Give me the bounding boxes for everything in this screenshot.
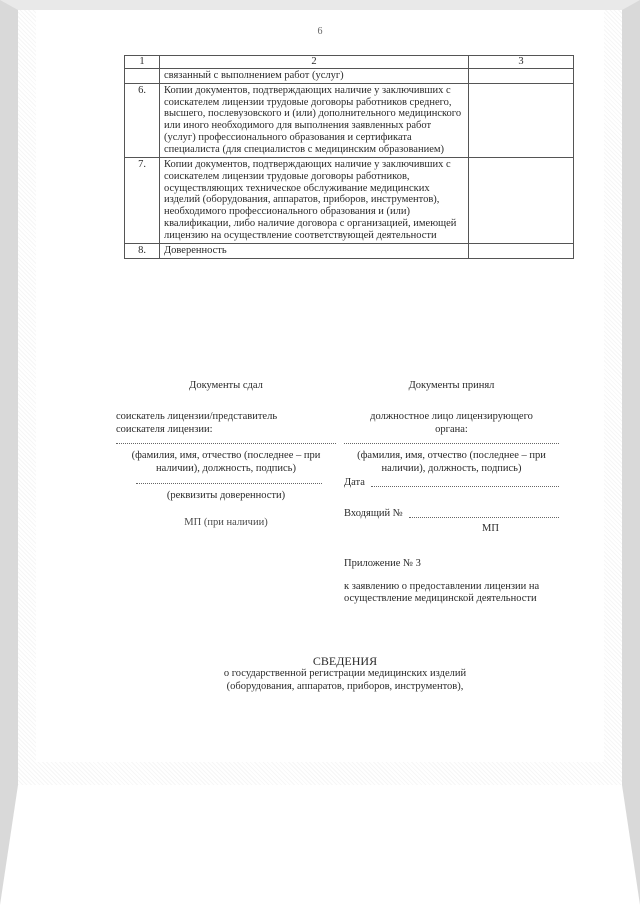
table-header-cell-1: 1 bbox=[125, 56, 160, 69]
table-header-cell-2: 2 bbox=[160, 56, 469, 69]
official-seal-caption: МП bbox=[482, 522, 499, 534]
row-number: 6. bbox=[125, 83, 160, 157]
table-row bbox=[125, 83, 574, 157]
power-of-attorney-line bbox=[136, 483, 322, 484]
incoming-number-line bbox=[409, 517, 559, 518]
table-row bbox=[125, 157, 574, 243]
information-heading-block bbox=[180, 654, 510, 693]
row-description: Копии документов, подтверждающих наличие у заключивших с соискателем лицензии трудовые договоры работников, осуществляющих техническое обслуживание медицинских изделий (оборудования, аппаратов, приборов, инструментов), необходимого профессионального образования и (или) квалификации, либо наличие договора с организацией, имеющей лицензию на осуществление соответствующей деятельности bbox=[160, 157, 469, 243]
row-description: Доверенность bbox=[160, 243, 469, 258]
date-row bbox=[344, 477, 559, 490]
row-number: 7. bbox=[125, 157, 160, 243]
accepted-by-title: Документы принял bbox=[408, 380, 495, 391]
official-label-line-2: органа: bbox=[435, 423, 468, 435]
table-header-cell-3: 3 bbox=[469, 56, 574, 69]
row-column-3 bbox=[469, 243, 574, 258]
appendix-text: к заявлению о предоставлении лицензии на осуществление медицинской деятельности bbox=[344, 581, 540, 605]
appendix-title: Приложение № 3 bbox=[344, 558, 421, 569]
row-column-3 bbox=[469, 157, 574, 243]
information-title: СВЕДЕНИЯ bbox=[312, 654, 378, 668]
accepted-by-block bbox=[344, 380, 559, 535]
row-description: Копии документов, подтверждающих наличие у заключивших с соискателем лицензии трудовые договоры работников среднего, высшего, послевузовского и (или) дополнительного медицинского или иного необходимого для выполнения заявленных работ (услуг) профессионального образования и сертификата специалиста (для специалистов с медицинским образованием) bbox=[160, 83, 469, 157]
row-column-3 bbox=[469, 83, 574, 157]
incoming-row bbox=[344, 508, 559, 521]
submitter-label-line-2: соискателя лицензии: bbox=[116, 423, 213, 435]
table-row bbox=[125, 243, 574, 258]
date-label: Дата bbox=[344, 476, 365, 488]
row-number bbox=[125, 68, 160, 83]
table-row bbox=[125, 68, 574, 83]
submitter-seal-caption: МП (при наличии) bbox=[184, 516, 268, 528]
official-label-line-1: должностное лицо лицензирующего bbox=[370, 410, 533, 422]
official-fio-caption: (фамилия, имя, отчество (последнее – при наличии), должность, подпись) bbox=[357, 450, 546, 475]
power-of-attorney-caption: (реквизиты доверенности) bbox=[166, 489, 286, 501]
submitted-by-block bbox=[116, 380, 336, 530]
submitted-by-title: Документы сдал bbox=[189, 380, 263, 391]
information-subtitle-line-2: (оборудования, аппаратов, приборов, инструментов), bbox=[226, 680, 464, 692]
row-column-3 bbox=[469, 68, 574, 83]
submitter-signature-line bbox=[116, 443, 336, 444]
row-description: связанный с выполнением работ (услуг) bbox=[160, 68, 469, 83]
table-header-row bbox=[125, 56, 574, 69]
submitter-label-line-1: соискатель лицензии/представитель bbox=[116, 410, 278, 422]
submitter-fio-caption: (фамилия, имя, отчество (последнее – при наличии), должность, подпись) bbox=[131, 450, 321, 475]
information-subtitle-line-1: о государственной регистрации медицинских изделий bbox=[223, 668, 467, 680]
date-line bbox=[371, 486, 559, 487]
page-number: 6 bbox=[317, 26, 323, 37]
official-signature-line bbox=[344, 443, 559, 444]
row-number: 8. bbox=[125, 243, 160, 258]
documents-table bbox=[124, 55, 574, 259]
appendix-block bbox=[344, 558, 554, 605]
incoming-number-label: Входящий № bbox=[344, 507, 403, 519]
